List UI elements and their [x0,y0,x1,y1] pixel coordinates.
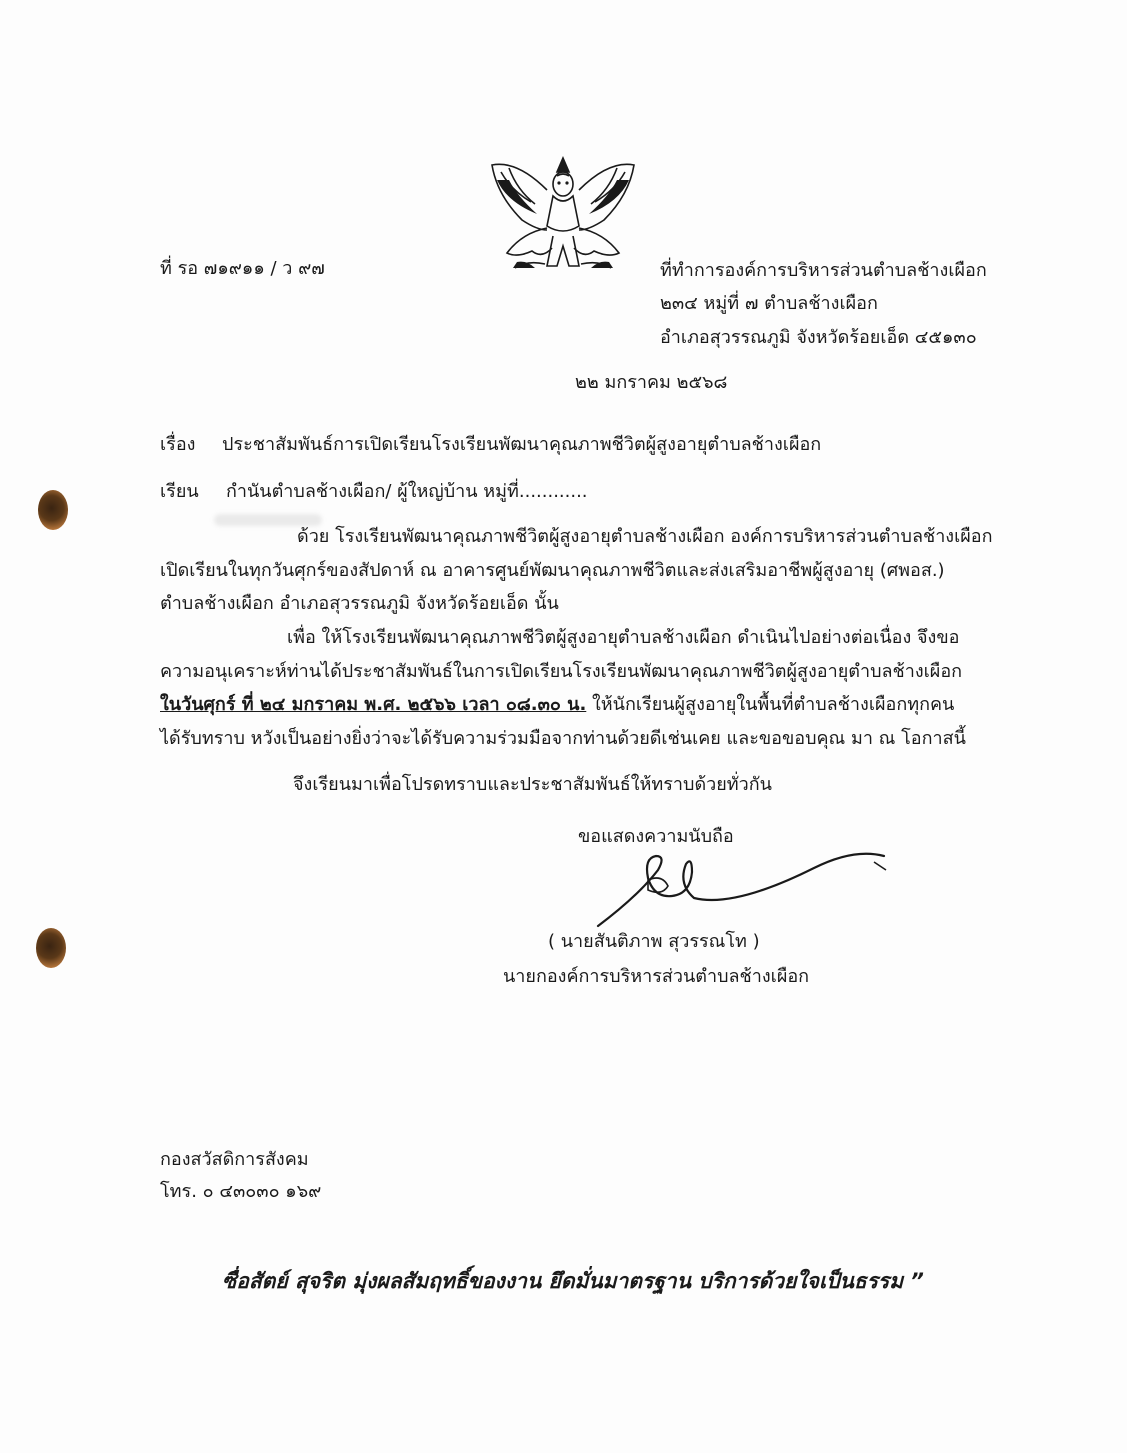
reference-number: ที่ รอ ๗๑๙๑๑ / ว ๙๗ [160,258,325,279]
body-p2-line2: ความอนุเคราะห์ท่านได้ประชาสัมพันธ์ในการเปิดเรียนโรงเรียนพัฒนาคุณภาพชีวิตผู้สูงอายุตำบลช้างเผือก [160,661,963,682]
address-line-1: ที่ทำการองค์การบริหารส่วนตำบลช้างเผือก [660,260,987,281]
body-p2-line3 [160,693,954,717]
division-name: กองสวัสดิการสังคม [160,1149,309,1170]
address-line-3: อำเภอสุวรรณภูมิ จังหวัดร้อยเอ็ด ๔๕๑๓๐ [660,327,977,348]
organization-motto: ซื่อสัตย์ สุจริต มุ่งผลสัมฤทธิ์ของงาน ยึดมั่นมาตรฐาน บริการด้วยใจเป็นธรรม ” [222,1269,924,1293]
recipient-text: กำนันตำบลช้างเผือก/ ผู้ใหญ่บ้าน หมู่ที่............ [226,481,588,502]
address-line-2: ๒๓๔ หมู่ที่ ๗ ตำบลช้างเผือก [660,293,878,314]
phone-number: โทร. ๐ ๔๓๐๓๐ ๑๖๙ [160,1181,322,1202]
body-p2-line1: เพื่อ ให้โรงเรียนพัฒนาคุณภาพชีวิตผู้สูงอายุตำบลช้างเผือก ดำเนินไปอย่างต่อเนื่อง จึงขอ [287,627,960,648]
signer-title: นายกองค์การบริหารส่วนตำบลช้างเผือก [503,966,810,987]
subject-label: เรื่อง [160,434,196,455]
body-p2-line3-rest: ให้นักเรียนผู้สูงอายุในพื้นที่ตำบลช้างเผือกทุกคน [592,694,955,715]
letter-date: ๒๒ มกราคม ๒๕๖๘ [575,372,728,393]
body-p1-line2: เปิดเรียนในทุกวันศุกร์ของสัปดาห์ ณ อาคารศูนย์พัฒนาคุณภาพชีวิตและส่งเสริมอาชีพผู้สูงอายุ (ศพอส.) [160,560,945,581]
event-date-emphasis: ในวันศุกร์ ที่ ๒๔ มกราคม พ.ศ. ๒๕๖๖ เวลา ๐๘.๓๐ น. [160,694,587,715]
body-p1-line1: ด้วย โรงเรียนพัฒนาคุณภาพชีวิตผู้สูงอายุตำบลช้างเผือก องค์การบริหารส่วนตำบลช้างเผือก [297,526,993,547]
closing-text: ขอแสดงความนับถือ [578,826,734,847]
body-p3: จึงเรียนมาเพื่อโปรดทราบและประชาสัมพันธ์ให้ทราบด้วยทั่วกัน [293,774,772,795]
punch-hole-bottom [36,928,66,968]
body-p1-line3: ตำบลช้างเผือก อำเภอสุวรรณภูมิ จังหวัดร้อยเอ็ด นั้น [160,593,559,614]
signature-icon [596,852,908,930]
punch-hole-top [38,490,68,530]
subject-text: ประชาสัมพันธ์การเปิดเรียนโรงเรียนพัฒนาคุณภาพชีวิตผู้สูงอายุตำบลช้างเผือก [222,434,822,455]
signer-name: ( นายสันติภาพ สุวรรณโท ) [548,931,760,952]
garuda-emblem-icon [487,150,639,280]
recipient-label: เรียน [160,481,199,502]
body-p2-line4: ได้รับทราบ หวังเป็นอย่างยิ่งว่าจะได้รับความร่วมมือจากท่านด้วยดีเช่นเคย และขอขอบคุณ มา ณ โอกาสนี้ [160,728,966,749]
